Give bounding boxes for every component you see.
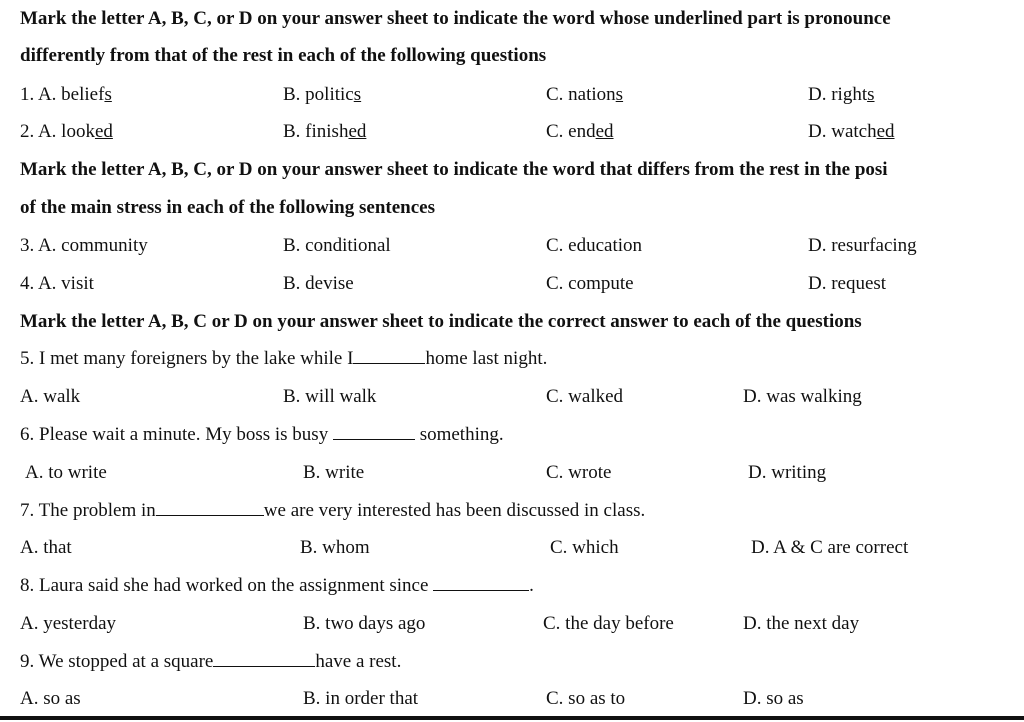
section-2-heading-line-2 <box>0 197 1024 227</box>
q2-a-underlined: ed <box>94 121 113 142</box>
question-4-options <box>0 273 1024 303</box>
question-9-stem <box>0 651 1024 681</box>
question-8-stem <box>0 575 1024 605</box>
q1-option-a <box>20 84 112 106</box>
q5-option-d: D. was walking <box>743 386 862 407</box>
q4-option-b: B. devise <box>283 273 354 294</box>
q1-a-underlined: s <box>104 84 112 105</box>
q5-stem <box>20 348 547 370</box>
section-3-heading <box>0 311 1024 341</box>
q3-option-d: D. resurfacing <box>808 235 917 256</box>
q9-answer-blank <box>213 651 315 667</box>
q4-option-d: D. request <box>808 273 887 294</box>
question-8-options <box>0 613 1024 643</box>
q9-option-d: D. so as <box>743 688 804 709</box>
q1-option-b <box>283 84 361 106</box>
q5-stem-pre: 5. I met many foreigners by the lake while I <box>20 348 354 369</box>
q6-stem-pre: 6. Please wait a minute. My boss is busy <box>20 424 333 445</box>
q4-option-a: 4. A. visit <box>20 273 94 294</box>
question-7-stem <box>0 500 1024 530</box>
q9-option-a: A. so as <box>20 688 81 709</box>
q6-stem <box>20 424 504 446</box>
q4-option-c: C. compute <box>546 273 634 294</box>
q7-stem-pre: 7. The problem in <box>20 500 156 521</box>
section-2-heading-text-2: of the main stress in each of the following sentences <box>20 197 435 218</box>
q1-b-underlined: s <box>353 84 362 105</box>
q6-option-c: C. wrote <box>546 462 612 483</box>
q5-option-b: B. will walk <box>283 386 377 407</box>
q1-option-d <box>808 84 875 106</box>
q5-option-a: A. walk <box>20 386 81 407</box>
q2-d-underlined: ed <box>876 121 895 142</box>
q1-b-text: B. politic <box>283 84 354 105</box>
q1-d-underlined: s <box>867 84 875 105</box>
question-9-options <box>0 688 1024 718</box>
q5-answer-blank <box>353 348 425 364</box>
q2-option-c <box>546 121 614 143</box>
section-2-heading-text-1: Mark the letter A, B, C, or D on your answer sheet to indicate the word that differs from the rest in the posi <box>20 159 888 180</box>
q7-option-c: C. which <box>550 537 619 558</box>
q6-stem-post: something. <box>414 424 504 445</box>
q7-answer-blank <box>156 500 264 516</box>
q9-option-c: C. so as to <box>546 688 626 709</box>
q9-stem <box>20 651 401 673</box>
bottom-divider <box>0 716 1024 720</box>
q6-option-d: D. writing <box>748 462 827 483</box>
q2-option-a <box>20 121 113 143</box>
q9-stem-post: have a rest. <box>315 651 402 672</box>
q1-d-text: D. right <box>808 84 868 105</box>
question-1-options <box>0 84 1024 114</box>
q6-answer-blank <box>333 424 415 440</box>
q7-stem <box>20 500 645 522</box>
section-1-heading-line-1 <box>0 8 1024 38</box>
section-1-heading-text-1: Mark the letter A, B, C, or D on your answer sheet to indicate the word whose underlined part is pronounce <box>20 8 891 29</box>
q2-c-text: C. end <box>546 121 596 142</box>
section-2-heading-line-1 <box>0 159 1024 189</box>
q1-a-text: 1. A. belief <box>20 84 105 105</box>
q2-option-d <box>808 121 895 143</box>
question-7-options <box>0 537 1024 567</box>
question-3-options <box>0 235 1024 265</box>
q1-c-underlined: s <box>615 84 624 105</box>
q7-option-b: B. whom <box>300 537 370 558</box>
q7-option-a: A. that <box>20 537 72 558</box>
q8-answer-blank <box>433 575 529 591</box>
question-5-options <box>0 386 1024 416</box>
q5-option-c: C. walked <box>546 386 624 407</box>
q9-stem-pre: 9. We stopped at a square <box>20 651 214 672</box>
q1-c-text: C. nation <box>546 84 616 105</box>
q5-stem-post: home last night. <box>425 348 548 369</box>
section-1-heading-text-2: differently from that of the rest in each of the following questions <box>20 45 547 66</box>
q2-b-text: B. finish <box>283 121 349 142</box>
q9-option-b: B. in order that <box>303 688 419 709</box>
section-3-heading-text: Mark the letter A, B, C or D on your answer sheet to indicate the correct answer to each of the questions <box>20 311 862 332</box>
q1-option-c <box>546 84 623 106</box>
q2-a-text: 2. A. look <box>20 121 95 142</box>
q8-option-b: B. two days ago <box>303 613 426 634</box>
q3-option-b: B. conditional <box>283 235 391 256</box>
q6-option-b: B. write <box>303 462 365 483</box>
q8-stem <box>20 575 534 597</box>
q8-stem-post: . <box>529 575 534 596</box>
question-6-stem <box>0 424 1024 454</box>
q3-option-c: C. education <box>546 235 643 256</box>
q2-d-text: D. watch <box>808 121 877 142</box>
question-6-options <box>0 462 1024 492</box>
q8-option-d: D. the next day <box>743 613 860 634</box>
q6-option-a: A. to write <box>25 462 107 483</box>
q8-stem-pre: 8. Laura said she had worked on the assignment since <box>20 575 434 596</box>
q7-option-d: D. A & C are correct <box>751 537 909 558</box>
q2-b-underlined: ed <box>348 121 367 142</box>
q8-option-a: A. yesterday <box>20 613 117 634</box>
question-2-options <box>0 121 1024 151</box>
q2-option-b <box>283 121 366 143</box>
q8-option-c: C. the day before <box>543 613 674 634</box>
section-1-heading-line-2 <box>0 45 1024 75</box>
q7-stem-post: we are very interested has been discussed in class. <box>263 500 646 521</box>
question-5-stem <box>0 348 1024 378</box>
q2-c-underlined: ed <box>595 121 614 142</box>
q3-option-a: 3. A. community <box>20 235 148 256</box>
